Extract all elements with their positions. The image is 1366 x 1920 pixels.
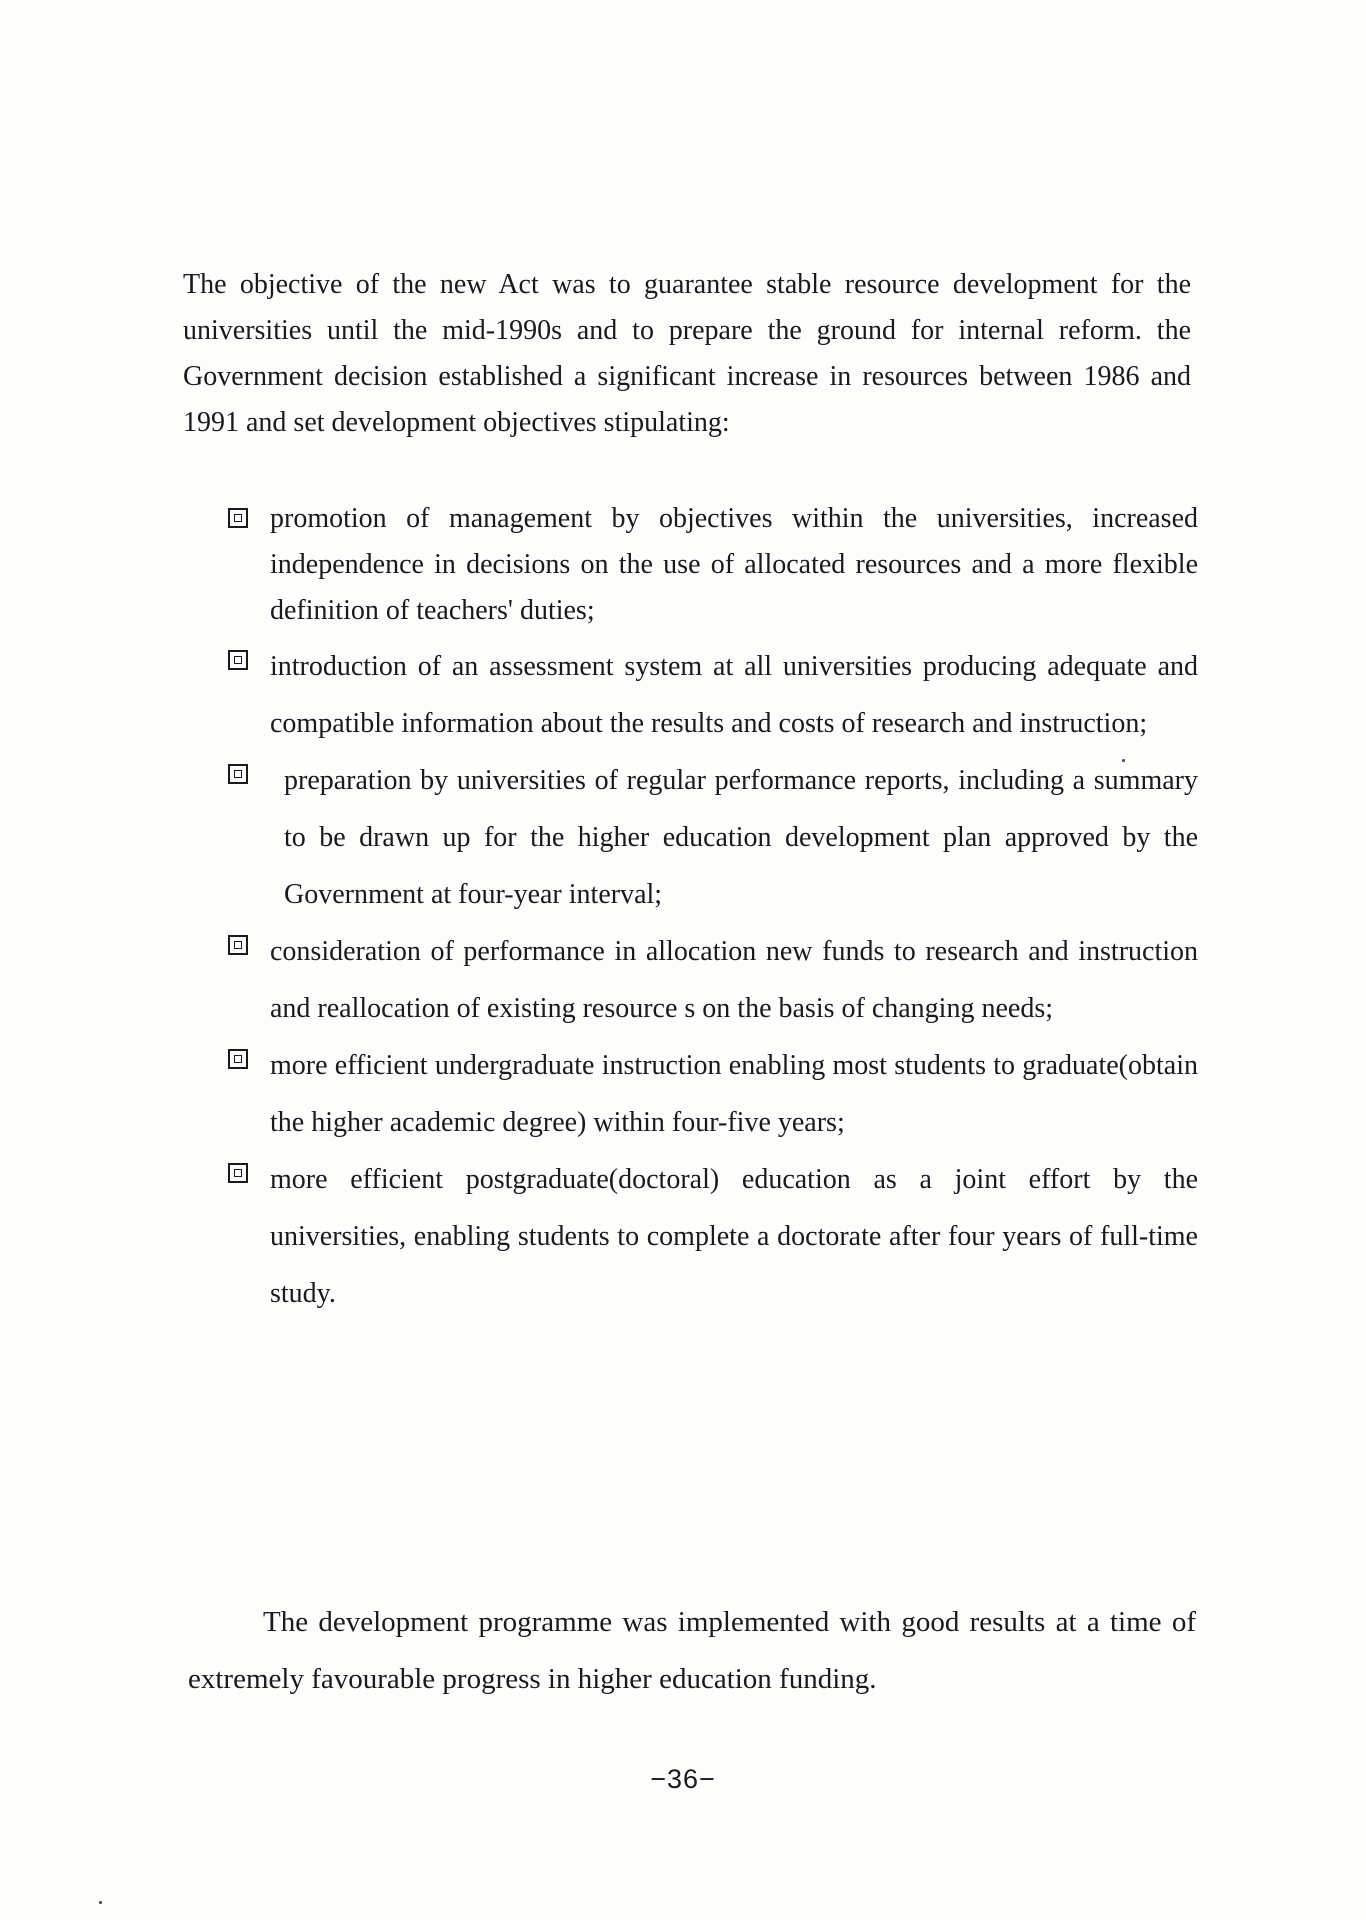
intro-paragraph: The objective of the new Act was to guarantee stable resource development for the universities until the mid-1990s and to prepare the ground for internal reform. the Government decision established a significant increase in resources between 1986 and 1991 and set development objectives stipulating:	[183, 269, 1191, 438]
list-item	[228, 752, 1198, 923]
square-bullet-icon	[228, 1163, 248, 1183]
list-item-text: preparation by universities of regular performance reports, including a summary to be drawn up for the higher education development plan approved by the Government at four-year interval;	[284, 765, 1198, 910]
list-item-text: more efficient undergraduate instruction enabling most students to graduate(obtain the higher academic degree) within four-five years;	[270, 1050, 1198, 1138]
square-bullet-icon	[228, 650, 248, 670]
scan-speck	[1122, 759, 1125, 762]
square-bullet-icon	[228, 1049, 248, 1069]
objectives-list	[228, 496, 1198, 1322]
list-item-text: consideration of performance in allocation new funds to research and instruction and reallocation of existing resource s on the basis of changing needs;	[270, 936, 1198, 1024]
list-item-text: introduction of an assessment system at all universities producing adequate and compatible information about the results and costs of research and instruction;	[270, 651, 1198, 739]
page-number: −36−	[650, 1764, 716, 1794]
list-item	[228, 496, 1198, 634]
list-item	[228, 1037, 1198, 1151]
list-item	[228, 638, 1198, 752]
square-bullet-icon	[228, 508, 248, 528]
square-bullet-icon	[228, 764, 248, 784]
closing-paragraph: The development programme was implemented with good results at a time of extremely favourable progress in higher education funding.	[188, 1606, 1196, 1695]
list-item-text: more efficient postgraduate(doctoral) education as a joint effort by the universities, enabling students to complete a doctorate after four years of full-time study.	[270, 1164, 1198, 1309]
list-item	[228, 1151, 1198, 1322]
square-bullet-icon	[228, 935, 248, 955]
list-item-text: promotion of management by objectives within the universities, increased independence in decisions on the use of allocated resources and a more flexible definition of teachers' duties;	[270, 503, 1198, 626]
scan-speck	[99, 1901, 102, 1904]
list-item	[228, 923, 1198, 1037]
